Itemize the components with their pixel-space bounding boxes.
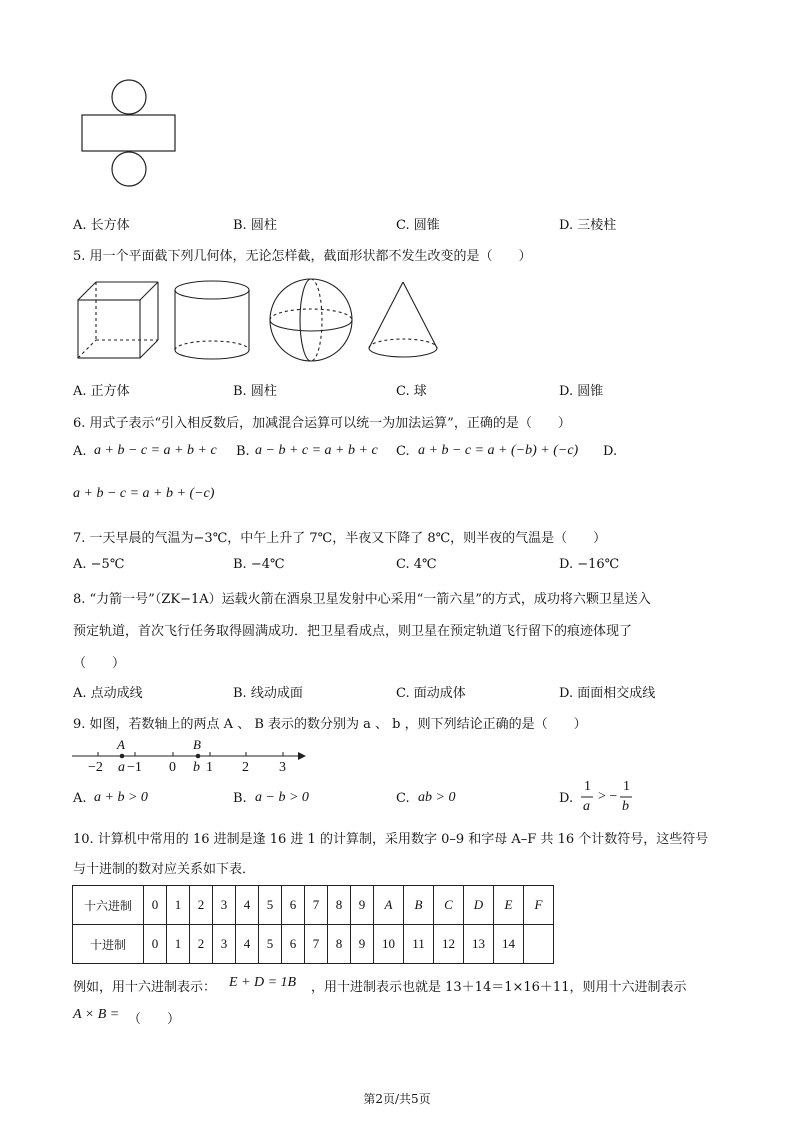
q8-option-c: C. 面动成体 bbox=[396, 686, 466, 701]
q10-last-suffix: （ ） bbox=[128, 1012, 181, 1027]
q4-option-b: B. 圆柱 bbox=[233, 218, 277, 233]
table-cell: 10 bbox=[374, 925, 404, 964]
table-cell: 5 bbox=[259, 886, 282, 925]
table-cell: E bbox=[494, 886, 524, 925]
table-cell: 11 bbox=[404, 925, 434, 964]
q4-option-c: C. 圆锥 bbox=[396, 218, 440, 233]
q7-option-b: B. −4℃ bbox=[233, 557, 285, 572]
tick-a: a bbox=[118, 760, 125, 775]
point-b-label: B bbox=[193, 737, 201, 752]
q8-line1: 8. “力箭一号”（ZK−1A）运载火箭在酒泉卫星发射中心采用“一箭六星”的方式，成功将六颗卫星送入 bbox=[73, 592, 651, 607]
q8-option-d: D. 面面相交成线 bbox=[559, 686, 656, 701]
q10-example-math: E + D = 1B bbox=[229, 975, 297, 990]
table-cell: 14 bbox=[494, 925, 524, 964]
q10-line1: 10. 计算机中常用的 16 进制是逢 16 进 1 的计算制，采用数字 0–9 和字母 A–F 共 16 个计数符号，这些符号 bbox=[73, 832, 709, 847]
q6-stem: 6. 用式子表示“引入相反数后，加减混合运算可以统一为加法运算”，正确的是（ ） bbox=[73, 416, 571, 431]
table-cell: 1 bbox=[167, 886, 190, 925]
q7-option-a: A. −5℃ bbox=[73, 557, 125, 572]
table-cell: B bbox=[404, 886, 434, 925]
table-cell: 8 bbox=[328, 886, 351, 925]
table-cell: 0 bbox=[144, 886, 167, 925]
point-b-dot bbox=[196, 754, 201, 759]
q6-option-a: a + b − c = a + b + c bbox=[94, 443, 217, 458]
q8-line2: 预定轨道，首次飞行任务取得圆满成功．把卫星看成点，则卫星在预定轨道飞行留下的痕迹体现了 bbox=[73, 624, 633, 639]
q9-option-b: a − b > 0 bbox=[255, 790, 309, 805]
q5-option-d: D. 圆锥 bbox=[559, 384, 604, 399]
table-cell: 7 bbox=[305, 925, 328, 964]
top-circle bbox=[112, 80, 146, 114]
table-cell: 13 bbox=[464, 925, 494, 964]
table-cell: A bbox=[374, 886, 404, 925]
bottom-circle bbox=[112, 152, 146, 186]
q9-option-a: a + b > 0 bbox=[94, 790, 148, 805]
q9-option-b-label: B. bbox=[233, 791, 247, 806]
q9-d-denominator-2: b bbox=[622, 799, 629, 814]
q9-d-numerator-1: 1 bbox=[584, 779, 591, 794]
table-cell: 2 bbox=[190, 925, 213, 964]
q6-option-b: a − b + c = a + b + c bbox=[255, 443, 378, 458]
point-a-dot bbox=[120, 754, 125, 759]
table-cell: D bbox=[464, 886, 494, 925]
q6-option-d: a + b − c = a + b + (−c) bbox=[73, 486, 215, 501]
table-cell: 12 bbox=[434, 925, 464, 964]
q6-option-a-label: A. bbox=[73, 444, 87, 459]
point-a-label: A bbox=[117, 737, 125, 752]
table-cell: F bbox=[524, 886, 554, 925]
q10-example-suffix: ，用十进制表示也就是 13＋14＝1×16＋11，则用十六进制表示 bbox=[311, 980, 687, 995]
table-cell: 6 bbox=[282, 886, 305, 925]
table-cell: 5 bbox=[259, 925, 282, 964]
q6-option-c: a + b − c = a + (−b) + (−c) bbox=[418, 443, 579, 458]
q10-line2: 与十进制的数对应关系如下表． bbox=[73, 862, 256, 877]
cylinder-shape bbox=[175, 281, 249, 359]
q9-option-c-label: C. bbox=[396, 791, 410, 806]
q8-option-b: B. 线动成面 bbox=[233, 686, 303, 701]
table-cell: 9 bbox=[351, 925, 374, 964]
table-cell: 4 bbox=[236, 925, 259, 964]
table-cell: 9 bbox=[351, 886, 374, 925]
tick-neg1: −1 bbox=[127, 760, 142, 775]
q5-stem: 5. 用一个平面截下列几何体，无论怎样截，截面形状都不发生改变的是（ ） bbox=[73, 249, 532, 264]
table-cell: 3 bbox=[213, 925, 236, 964]
q9-d-numerator-2: 1 bbox=[623, 779, 630, 794]
q5-option-b: B. 圆柱 bbox=[233, 384, 277, 399]
middle-rectangle bbox=[82, 115, 175, 151]
tick-3: 3 bbox=[279, 760, 286, 775]
hex-decimal-table bbox=[72, 885, 554, 964]
table-cell: 8 bbox=[328, 925, 351, 964]
q6-option-d-label: D. bbox=[603, 444, 618, 459]
row-header-hex: 十六进制 bbox=[73, 886, 144, 925]
table-row bbox=[73, 925, 554, 964]
table-cell: 0 bbox=[144, 925, 167, 964]
table-cell: 2 bbox=[190, 886, 213, 925]
q9-option-d-label: D. bbox=[559, 791, 574, 806]
row-header-decimal: 十进制 bbox=[73, 925, 144, 964]
q9-d-denominator-1: a bbox=[583, 799, 590, 814]
q10-last-math: A × B = bbox=[73, 1007, 120, 1022]
tick-b: b bbox=[193, 760, 200, 775]
cube-shape bbox=[78, 282, 158, 358]
table-cell: C bbox=[434, 886, 464, 925]
q10-example-prefix: 例如，用十六进制表示： bbox=[73, 980, 217, 995]
cone-shape bbox=[369, 282, 437, 357]
sphere-shape bbox=[270, 279, 352, 361]
table-cell: 4 bbox=[236, 886, 259, 925]
q8-line3: （ ） bbox=[73, 656, 126, 671]
table-cell: 1 bbox=[167, 925, 190, 964]
table-cell: 6 bbox=[282, 925, 305, 964]
q5-option-c: C. 球 bbox=[396, 384, 427, 399]
q7-stem: 7. 一天早晨的气温为−3℃，中午上升了 7℃，半夜又下降了 8℃，则半夜的气温是（ ） bbox=[73, 531, 607, 546]
tick-1: 1 bbox=[206, 760, 213, 775]
table-cell bbox=[524, 925, 554, 964]
q9-d-relation: > − bbox=[598, 789, 618, 804]
q7-option-c: C. 4℃ bbox=[396, 557, 437, 572]
tick-0: 0 bbox=[169, 760, 176, 775]
tick-neg2: −2 bbox=[88, 760, 103, 775]
q9-stem: 9. 如图，若数轴上的两点 A 、 B 表示的数分别为 a 、 b ，则下列结论正确的是（ ） bbox=[73, 717, 587, 732]
q4-option-d: D. 三棱柱 bbox=[559, 218, 617, 233]
q7-option-d: D. −16℃ bbox=[559, 557, 620, 572]
tick-2: 2 bbox=[242, 760, 249, 775]
page-footer: 第2页/共5页 bbox=[363, 1092, 431, 1106]
q9-option-c: ab > 0 bbox=[418, 790, 456, 805]
table-row bbox=[73, 886, 554, 925]
q8-option-a: A. 点动成线 bbox=[73, 686, 143, 701]
table-cell: 7 bbox=[305, 886, 328, 925]
q9-option-a-label: A. bbox=[73, 791, 87, 806]
q4-option-a: A. 长方体 bbox=[73, 218, 130, 233]
table-cell: 3 bbox=[213, 886, 236, 925]
q5-option-a: A. 正方体 bbox=[73, 384, 130, 399]
q6-option-b-label: B. bbox=[236, 444, 250, 459]
q6-option-c-label: C. bbox=[396, 444, 410, 459]
